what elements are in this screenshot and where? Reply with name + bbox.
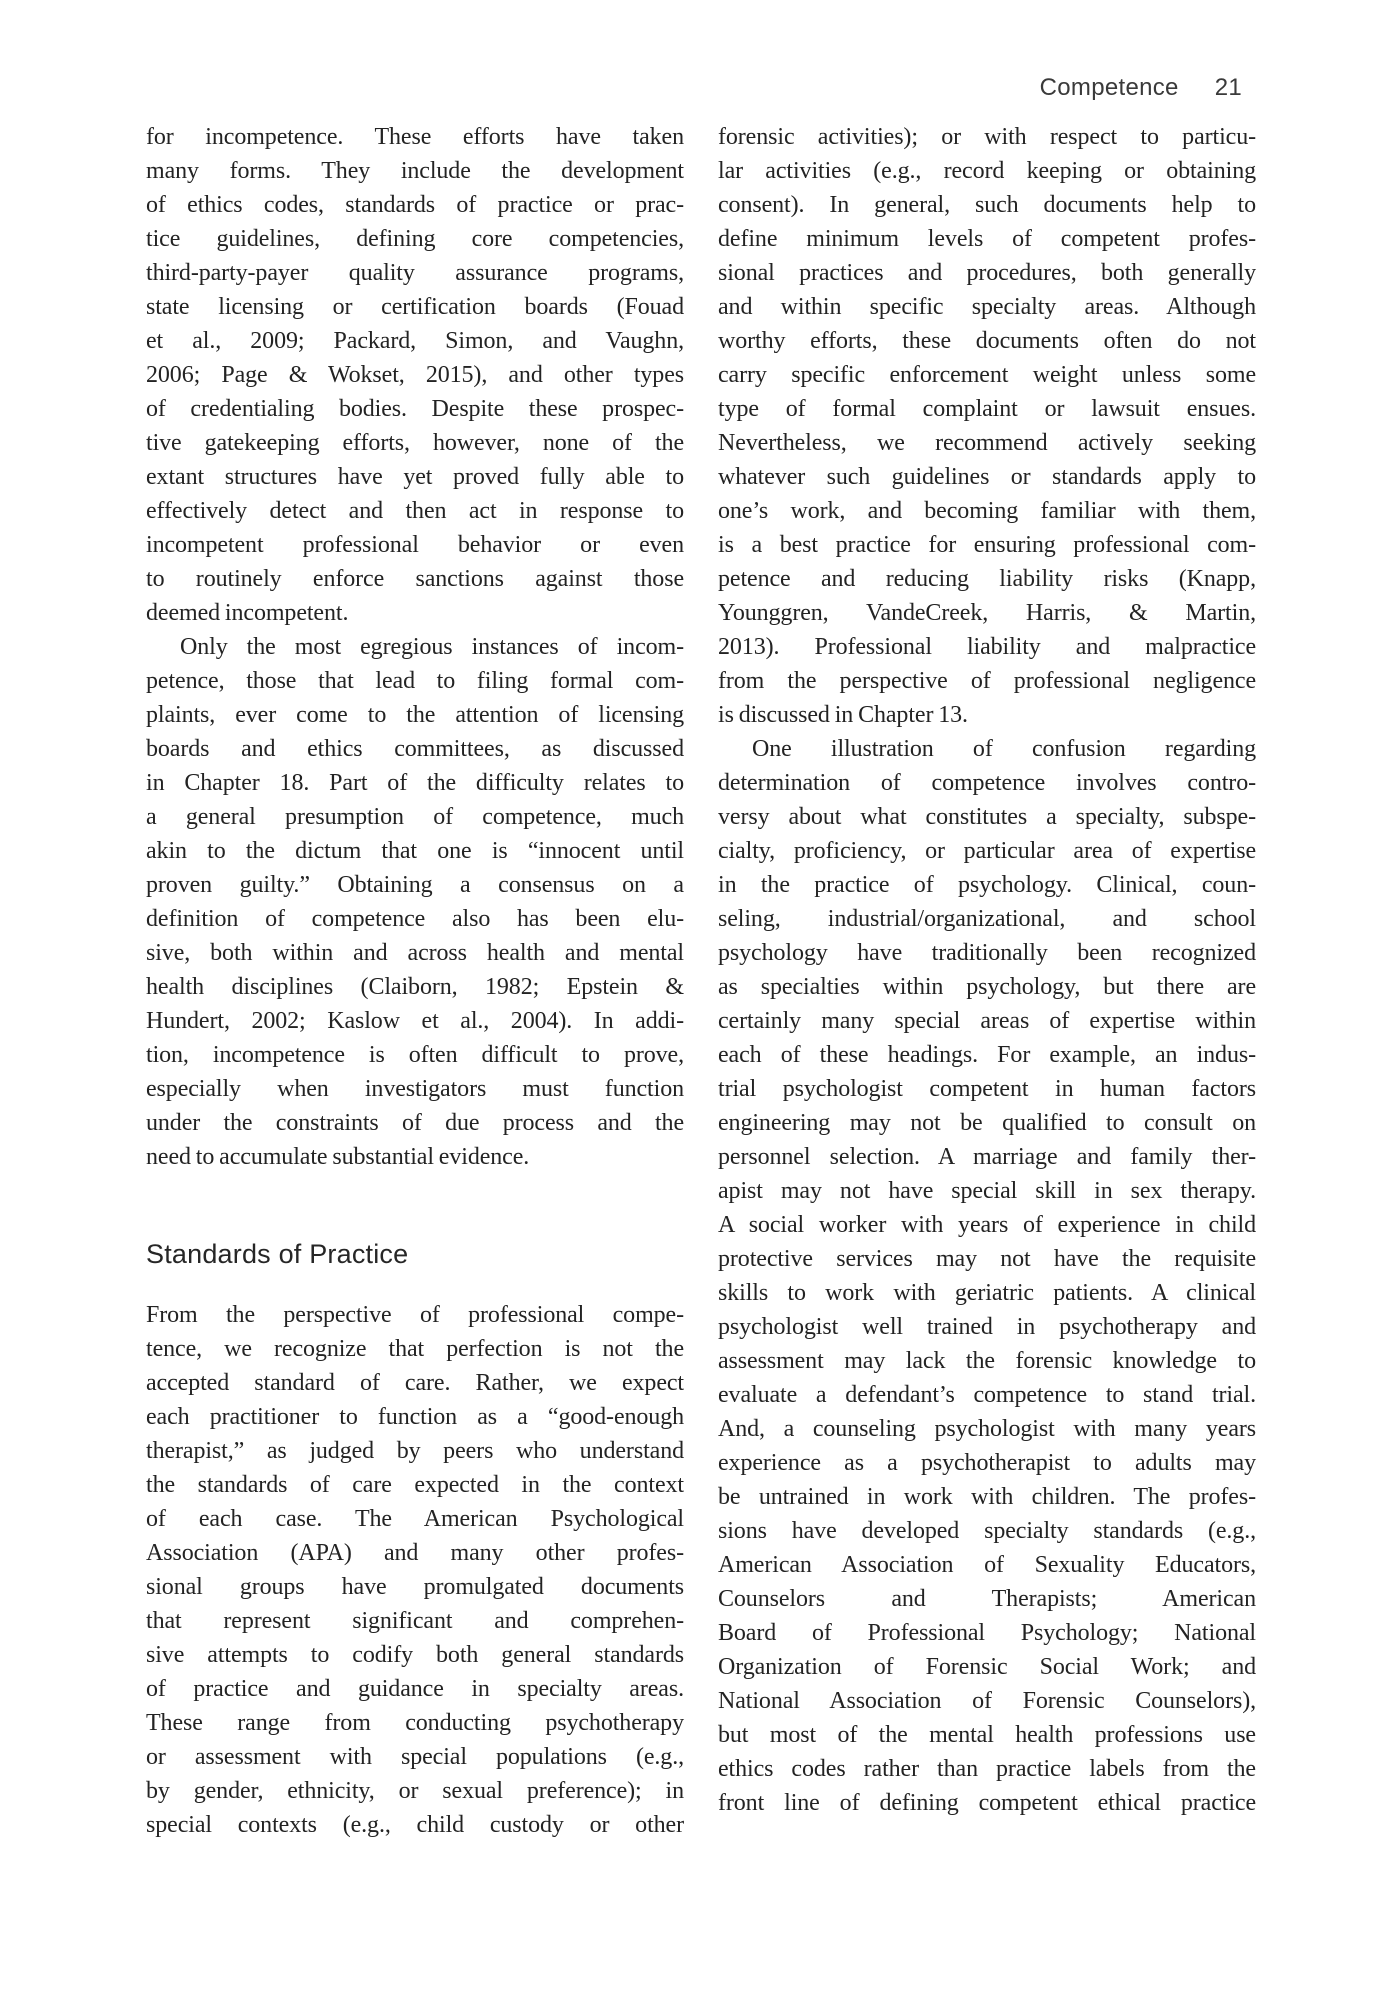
text-line: boards and ethics committees, as discussed bbox=[146, 736, 684, 762]
text-line: tice guidelines, defining core competencies, bbox=[146, 226, 684, 252]
text-line: tence, we recognize that perfection is not the bbox=[146, 1336, 684, 1362]
text-line: by gender, ethnicity, or sexual preference); in bbox=[146, 1778, 684, 1804]
text-line: in Chapter 18. Part of the difficulty relates to bbox=[146, 770, 684, 796]
text-line: These range from conducting psychotherapy bbox=[146, 1710, 684, 1736]
header-section-title: Competence bbox=[1039, 74, 1179, 101]
text-line: tion, incompetence is often difficult to prove, bbox=[146, 1042, 684, 1068]
text-line: sional practices and procedures, both generally bbox=[718, 260, 1256, 286]
text-line: to routinely enforce sanctions against those bbox=[146, 566, 684, 592]
text-line: assessment may lack the forensic knowledge to bbox=[718, 1348, 1256, 1374]
text-line: trial psychologist competent in human factors bbox=[718, 1076, 1256, 1102]
text-line: or assessment with special populations (e.g., bbox=[146, 1744, 684, 1770]
text-line: front line of defining competent ethical practice bbox=[718, 1790, 1256, 1816]
text-line: whatever such guidelines or standards apply to bbox=[718, 464, 1256, 490]
paragraph bbox=[146, 120, 684, 630]
text-line: of each case. The American Psychological bbox=[146, 1506, 684, 1532]
text-line: need to accumulate substantial evidence. bbox=[146, 1144, 530, 1170]
running-header bbox=[146, 74, 1242, 102]
text-line: sional groups have promulgated documents bbox=[146, 1574, 684, 1600]
text-line: determination of competence involves contro- bbox=[718, 770, 1256, 796]
text-line: of credentialing bodies. Despite these prospec- bbox=[146, 396, 684, 422]
text-line: third-party-payer quality assurance programs, bbox=[146, 260, 684, 286]
text-line: extant structures have yet proved fully able to bbox=[146, 464, 684, 490]
text-line: One illustration of confusion regarding bbox=[752, 736, 1256, 762]
text-line: apist may not have special skill in sex therapy. bbox=[718, 1178, 1256, 1204]
left-column bbox=[146, 120, 684, 1842]
text-line: Younggren, VandeCreek, Harris, & Martin, bbox=[718, 600, 1256, 626]
text-line: Organization of Forensic Social Work; and bbox=[718, 1654, 1256, 1680]
text-line: in the practice of psychology. Clinical, coun- bbox=[718, 872, 1256, 898]
text-columns bbox=[146, 120, 1256, 1842]
text-line: type of formal complaint or lawsuit ensues. bbox=[718, 396, 1256, 422]
text-line: be untrained in work with children. The profes- bbox=[718, 1484, 1256, 1510]
text-line: each of these headings. For example, an indus- bbox=[718, 1042, 1256, 1068]
text-line: deemed incompetent. bbox=[146, 600, 349, 626]
text-line: American Association of Sexuality Educators, bbox=[718, 1552, 1256, 1578]
text-line: A social worker with years of experience in child bbox=[718, 1212, 1256, 1238]
text-line: versy about what constitutes a specialty, subspe- bbox=[718, 804, 1256, 830]
text-line: define minimum levels of competent profes- bbox=[718, 226, 1256, 252]
text-line: special contexts (e.g., child custody or other bbox=[146, 1812, 684, 1838]
text-line: cialty, proficiency, or particular area of expertise bbox=[718, 838, 1256, 864]
text-line: and within specific specialty areas. Although bbox=[718, 294, 1256, 320]
text-line: accepted standard of care. Rather, we expect bbox=[146, 1370, 684, 1396]
text-line: proven guilty.” Obtaining a consensus on a bbox=[146, 872, 684, 898]
text-line: definition of competence also has been elu- bbox=[146, 906, 684, 932]
text-line: evaluate a defendant’s competence to stand trial. bbox=[718, 1382, 1256, 1408]
text-line: of practice and guidance in specialty areas. bbox=[146, 1676, 684, 1702]
text-line: plaints, ever come to the attention of licensing bbox=[146, 702, 684, 728]
text-line: experience as a psychotherapist to adults may bbox=[718, 1450, 1256, 1476]
text-line: each practitioner to function as a “good-enough bbox=[146, 1404, 684, 1430]
text-line: for incompetence. These efforts have taken bbox=[146, 124, 684, 150]
text-line: carry specific enforcement weight unless some bbox=[718, 362, 1256, 388]
text-line: psychology have traditionally been recognized bbox=[718, 940, 1256, 966]
text-line: Only the most egregious instances of incom- bbox=[180, 634, 684, 660]
text-line: from the perspective of professional negligence bbox=[718, 668, 1256, 694]
text-line: sive, both within and across health and mental bbox=[146, 940, 684, 966]
paragraph bbox=[146, 1298, 684, 1842]
text-line: 2013). Professional liability and malpractice bbox=[718, 634, 1256, 660]
text-line: as specialties within psychology, but there are bbox=[718, 974, 1256, 1000]
text-line: 2006; Page & Wokset, 2015), and other types bbox=[146, 362, 684, 388]
text-line: protective services may not have the requisite bbox=[718, 1246, 1256, 1272]
text-line: under the constraints of due process and the bbox=[146, 1110, 684, 1136]
text-line: many forms. They include the development bbox=[146, 158, 684, 184]
paragraph bbox=[718, 732, 1256, 1820]
text-line: especially when investigators must function bbox=[146, 1076, 684, 1102]
text-line: petence and reducing liability risks (Knapp, bbox=[718, 566, 1256, 592]
text-line: And, a counseling psychologist with many years bbox=[718, 1416, 1256, 1442]
text-line: lar activities (e.g., record keeping or obtaining bbox=[718, 158, 1256, 184]
text-line: certainly many special areas of expertise within bbox=[718, 1008, 1256, 1034]
text-line: a general presumption of competence, much bbox=[146, 804, 684, 830]
text-line: incompetent professional behavior or even bbox=[146, 532, 684, 558]
text-line: therapist,” as judged by peers who understand bbox=[146, 1438, 684, 1464]
text-line: Hundert, 2002; Kaslow et al., 2004). In addi- bbox=[146, 1008, 684, 1034]
text-line: Board of Professional Psychology; National bbox=[718, 1620, 1256, 1646]
text-line: personnel selection. A marriage and family ther- bbox=[718, 1144, 1256, 1170]
text-line: Counselors and Therapists; American bbox=[718, 1586, 1256, 1612]
text-line: of ethics codes, standards of practice or prac- bbox=[146, 192, 684, 218]
text-line: et al., 2009; Packard, Simon, and Vaughn, bbox=[146, 328, 684, 354]
right-column bbox=[718, 120, 1256, 1842]
text-line: is a best practice for ensuring professional com- bbox=[718, 532, 1256, 558]
text-line: effectively detect and then act in response to bbox=[146, 498, 684, 524]
text-line: psychologist well trained in psychotherapy and bbox=[718, 1314, 1256, 1340]
text-line: akin to the dictum that one is “innocent until bbox=[146, 838, 684, 864]
text-line: the standards of care expected in the context bbox=[146, 1472, 684, 1498]
text-line: Nevertheless, we recommend actively seeking bbox=[718, 430, 1256, 456]
text-line: is discussed in Chapter 13. bbox=[718, 702, 968, 728]
header-page-number: 21 bbox=[1214, 74, 1242, 101]
text-line: that represent significant and comprehen- bbox=[146, 1608, 684, 1634]
text-line: state licensing or certification boards (Fouad bbox=[146, 294, 684, 320]
text-line: petence, those that lead to filing formal com- bbox=[146, 668, 684, 694]
text-line: sive attempts to codify both general standards bbox=[146, 1642, 684, 1668]
text-line: National Association of Forensic Counselors), bbox=[718, 1688, 1256, 1714]
text-line: tive gatekeeping efforts, however, none of the bbox=[146, 430, 684, 456]
text-line: From the perspective of professional compe- bbox=[146, 1302, 684, 1328]
text-line: health disciplines (Claiborn, 1982; Epstein & bbox=[146, 974, 684, 1000]
text-line: but most of the mental health professions use bbox=[718, 1722, 1256, 1748]
text-line: engineering may not be qualified to consult on bbox=[718, 1110, 1256, 1136]
text-line: sions have developed specialty standards (e.g., bbox=[718, 1518, 1256, 1544]
text-line: one’s work, and becoming familiar with them, bbox=[718, 498, 1256, 524]
text-line: consent). In general, such documents help to bbox=[718, 192, 1256, 218]
text-line: worthy efforts, these documents often do not bbox=[718, 328, 1256, 354]
text-line: seling, industrial/organizational, and school bbox=[718, 906, 1256, 932]
paragraph bbox=[146, 630, 684, 1174]
section-heading: Standards of Practice bbox=[146, 1239, 409, 1269]
text-line: skills to work with geriatric patients. A clinical bbox=[718, 1280, 1256, 1306]
paragraph bbox=[718, 120, 1256, 732]
text-line: ethics codes rather than practice labels from the bbox=[718, 1756, 1256, 1782]
text-line: Association (APA) and many other profes- bbox=[146, 1540, 684, 1566]
text-line: forensic activities); or with respect to particu- bbox=[718, 124, 1256, 150]
